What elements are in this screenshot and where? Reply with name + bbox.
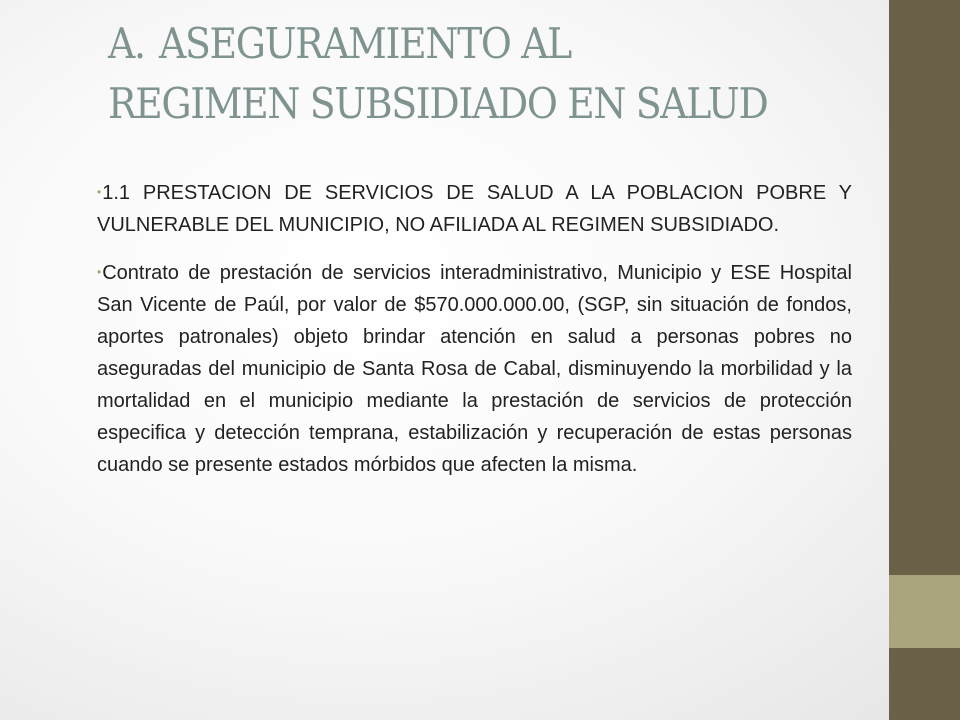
title-line-2: REGIMEN SUBSIDIADO EN SALUD	[108, 79, 768, 128]
title-marker: A.	[108, 19, 145, 68]
bullet-text-1: 1.1 PRESTACION DE SERVICIOS DE SALUD A LA POBLACION POBRE Y VULNERABLE DEL MUNICIPIO, NO AFILIADA AL REGIMEN SUBSIDIADO.	[97, 182, 852, 236]
side-bar-top	[889, 0, 960, 575]
side-bar-bottom	[889, 648, 960, 720]
side-bar-middle	[889, 575, 960, 648]
bullet-item-1	[97, 176, 852, 241]
bullet-item-2	[97, 256, 852, 481]
title-text-1: ASEGURAMIENTO AL	[159, 19, 571, 68]
slide-title	[108, 14, 801, 134]
bullet-text-2: Contrato de prestación de servicios interadministrativo, Municipio y ESE Hospital San Vicente de Paúl, por valor de $570.000.000.00, (SGP, sin situación de fondos, aportes patronales) objeto brindar atención en salud a personas pobres no aseguradas del municipio de Santa Rosa de Cabal, disminuyendo la morbilidad y la mortalidad en el municipio mediante la prestación de servicios de protección especifica y detección temprana, estabilización y recuperación de estas personas cuando se presente estados mórbidos que afecten la misma.	[97, 262, 852, 476]
bullet-list	[97, 176, 852, 496]
bullet-dot-icon: •	[97, 185, 102, 199]
bullet-dot-icon: •	[97, 265, 102, 279]
title-line-1	[108, 14, 801, 74]
